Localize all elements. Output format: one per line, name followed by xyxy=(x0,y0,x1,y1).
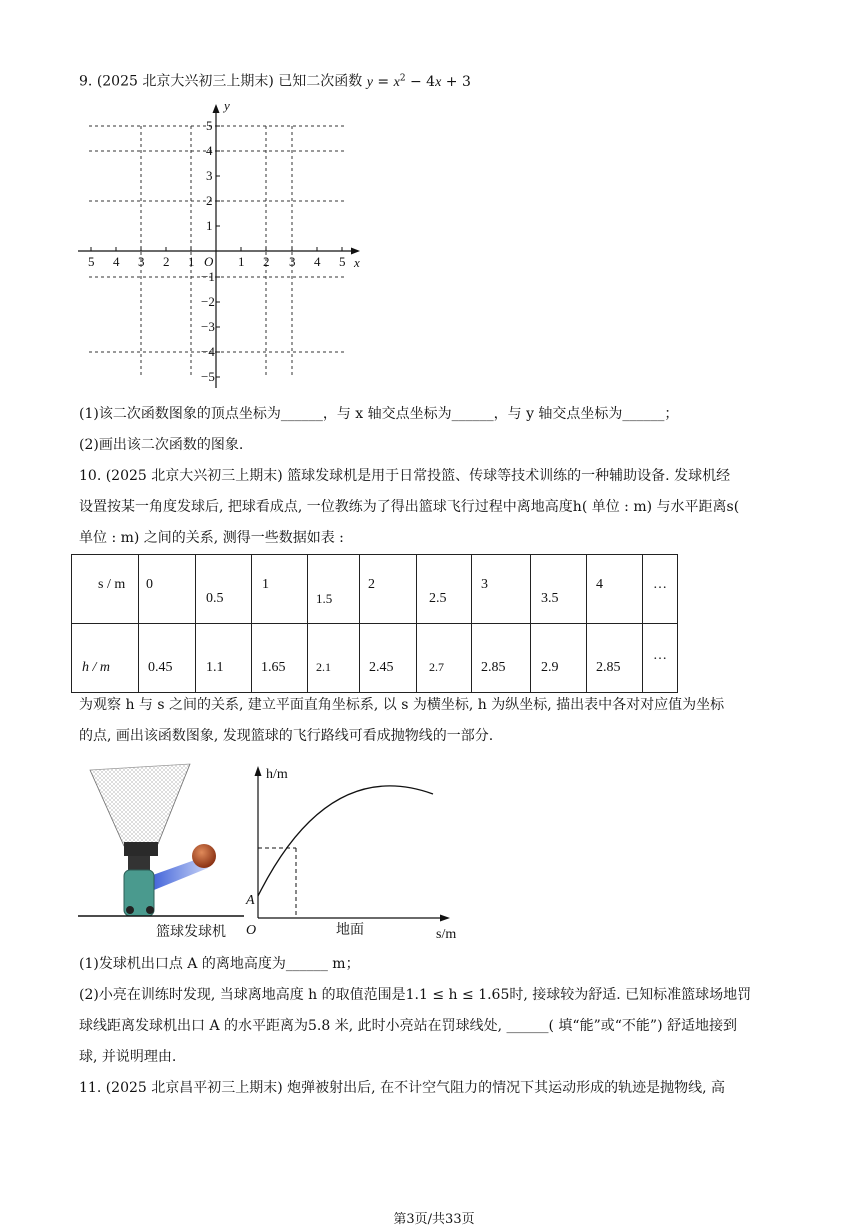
trajectory-graph xyxy=(238,758,468,943)
origin-label: O xyxy=(204,254,214,269)
x-tick-label: 2 xyxy=(163,254,170,269)
trajectory-curve xyxy=(258,786,433,896)
y-axis-arrow xyxy=(213,104,220,113)
x-tick-label: 4 xyxy=(314,254,321,269)
q9-part1: (1)该二次函数图象的顶点坐标为______，与 x 轴交点坐标为______，与 y 轴交点坐标为______； xyxy=(79,406,679,422)
x-tick-label: 3 xyxy=(138,254,145,269)
y-tick-label: 2 xyxy=(206,193,213,208)
table-cell: 3 xyxy=(481,577,488,592)
q10-part2: (2)小亮在训练时发现, 当球离地高度 h 的取值范围是1.1 ≤ h ≤ 1.65时, 接球较为舒适. 已知标准篮球场地罚 xyxy=(79,987,752,1003)
table-cell: 2.1 xyxy=(316,660,331,674)
table-cell: 2.5 xyxy=(429,591,447,606)
table-cell: 1.5 xyxy=(316,591,333,606)
machine-head xyxy=(124,842,158,856)
table-cell: 0.45 xyxy=(148,660,173,675)
grid-lines xyxy=(89,126,345,378)
x-tick-label: 1 xyxy=(188,254,195,269)
table-cell: 0 xyxy=(146,577,153,592)
q10-text: 的点, 画出该函数图象, 发现篮球的飞行路线可看成抛物线的一部分. xyxy=(79,728,494,744)
x-tick-label: 5 xyxy=(88,254,95,269)
table-header: s / m xyxy=(98,577,126,592)
y-tick-label: 4 xyxy=(206,143,213,158)
s-axis-label: s/m xyxy=(436,927,457,942)
table-cell: 1 xyxy=(262,577,269,592)
table-cell: 2.85 xyxy=(596,660,621,675)
table-cell: 1.65 xyxy=(261,660,286,675)
y-tick-label: 5 xyxy=(206,118,213,133)
y-tick-label: −2 xyxy=(201,294,215,309)
q9-formula: $y = x^2 - 4x + 3$ xyxy=(366,73,471,90)
table-row xyxy=(72,624,678,693)
y-tick-label: 1 xyxy=(206,218,213,233)
q11-stem: 11. (2025 北京昌平初三上期末) 炮弹被射出后, 在不计空气阻力的情况下其运动形成的轨迹是抛物线, 高 xyxy=(79,1080,725,1096)
net-funnel xyxy=(90,764,190,846)
table-cell: 2.7 xyxy=(429,660,444,674)
y-tick-label: −4 xyxy=(201,344,215,359)
q10-intro: 设置按某一角度发球后, 把球看成点, 一位教练为了得出篮球飞行过程中离地高度h( 单位 : m) 与水平距离s( xyxy=(79,499,740,515)
q10-intro: 10. (2025 北京大兴初三上期末) 篮球发球机是用于日常投篮、传球等技术训练的一种辅助设备. 发球机经 xyxy=(79,468,731,484)
x-axis-label: x xyxy=(354,255,360,270)
x-tick-label: 1 xyxy=(238,254,245,269)
data-table xyxy=(71,554,678,693)
q10-part2: 球线距离发球机出口 A 的水平距离为5.8 米, 此时小亮站在罚球线处, ______( 填“能”或“不能”) 舒适地接到 xyxy=(79,1018,737,1034)
q9-part2: (2)画出该二次函数的图象. xyxy=(79,437,244,453)
table-cell: 2.45 xyxy=(369,660,394,675)
origin-label: O xyxy=(246,923,257,938)
x-tick-label: 3 xyxy=(289,254,296,269)
table-cell: 2 xyxy=(368,577,375,592)
y-axis-label: y xyxy=(224,98,230,113)
basketball xyxy=(192,844,216,868)
ball-machine-illustration xyxy=(76,758,246,943)
q10-part1: (1)发球机出口点 A 的离地高度为______ m； xyxy=(79,956,360,972)
y-tick-label: −3 xyxy=(201,319,215,334)
q9-stem: 9. (2025 北京大兴初三上期末) 已知二次函数 $y = x^2 - 4x + 3$ xyxy=(79,73,471,90)
table-cell: 1.1 xyxy=(206,660,224,675)
y-tick-label: −5 xyxy=(201,369,215,384)
table-cell: 2.85 xyxy=(481,660,506,675)
point-a-label: A xyxy=(246,893,255,908)
ground-label: 地面 xyxy=(336,922,364,938)
x-axis-arrow xyxy=(351,248,360,255)
table-cell: 2.9 xyxy=(541,660,559,675)
x-tick-label: 5 xyxy=(339,254,346,269)
table-cell: 3.5 xyxy=(541,591,559,606)
coordinate-grid xyxy=(76,98,366,393)
x-tick-label: 4 xyxy=(113,254,120,269)
table-cell: 0.5 xyxy=(206,591,224,606)
machine-caption: 篮球发球机 xyxy=(156,924,226,940)
x-tick-label: 2 xyxy=(263,254,270,269)
q10-text: 为观察 h 与 s 之间的关系, 建立平面直角坐标系, 以 s 为横坐标, h 为纵坐标, 描出表中各对对应值为坐标 xyxy=(79,697,725,713)
q10-intro: 单位 : m) 之间的关系, 测得一些数据如表 : xyxy=(79,530,344,546)
y-tick-label: −1 xyxy=(201,269,215,284)
table-cell: 4 xyxy=(596,577,603,592)
table-row xyxy=(72,555,678,624)
table-cell: … xyxy=(653,648,667,663)
table-header: h / m xyxy=(82,660,110,675)
y-tick-label: 3 xyxy=(206,168,213,183)
page-footer: 第3页/共33页 xyxy=(393,1212,475,1227)
h-axis-label: h/m xyxy=(266,767,288,782)
table-cell: … xyxy=(653,577,667,592)
q10-part2: 球, 并说明理由. xyxy=(79,1049,177,1065)
